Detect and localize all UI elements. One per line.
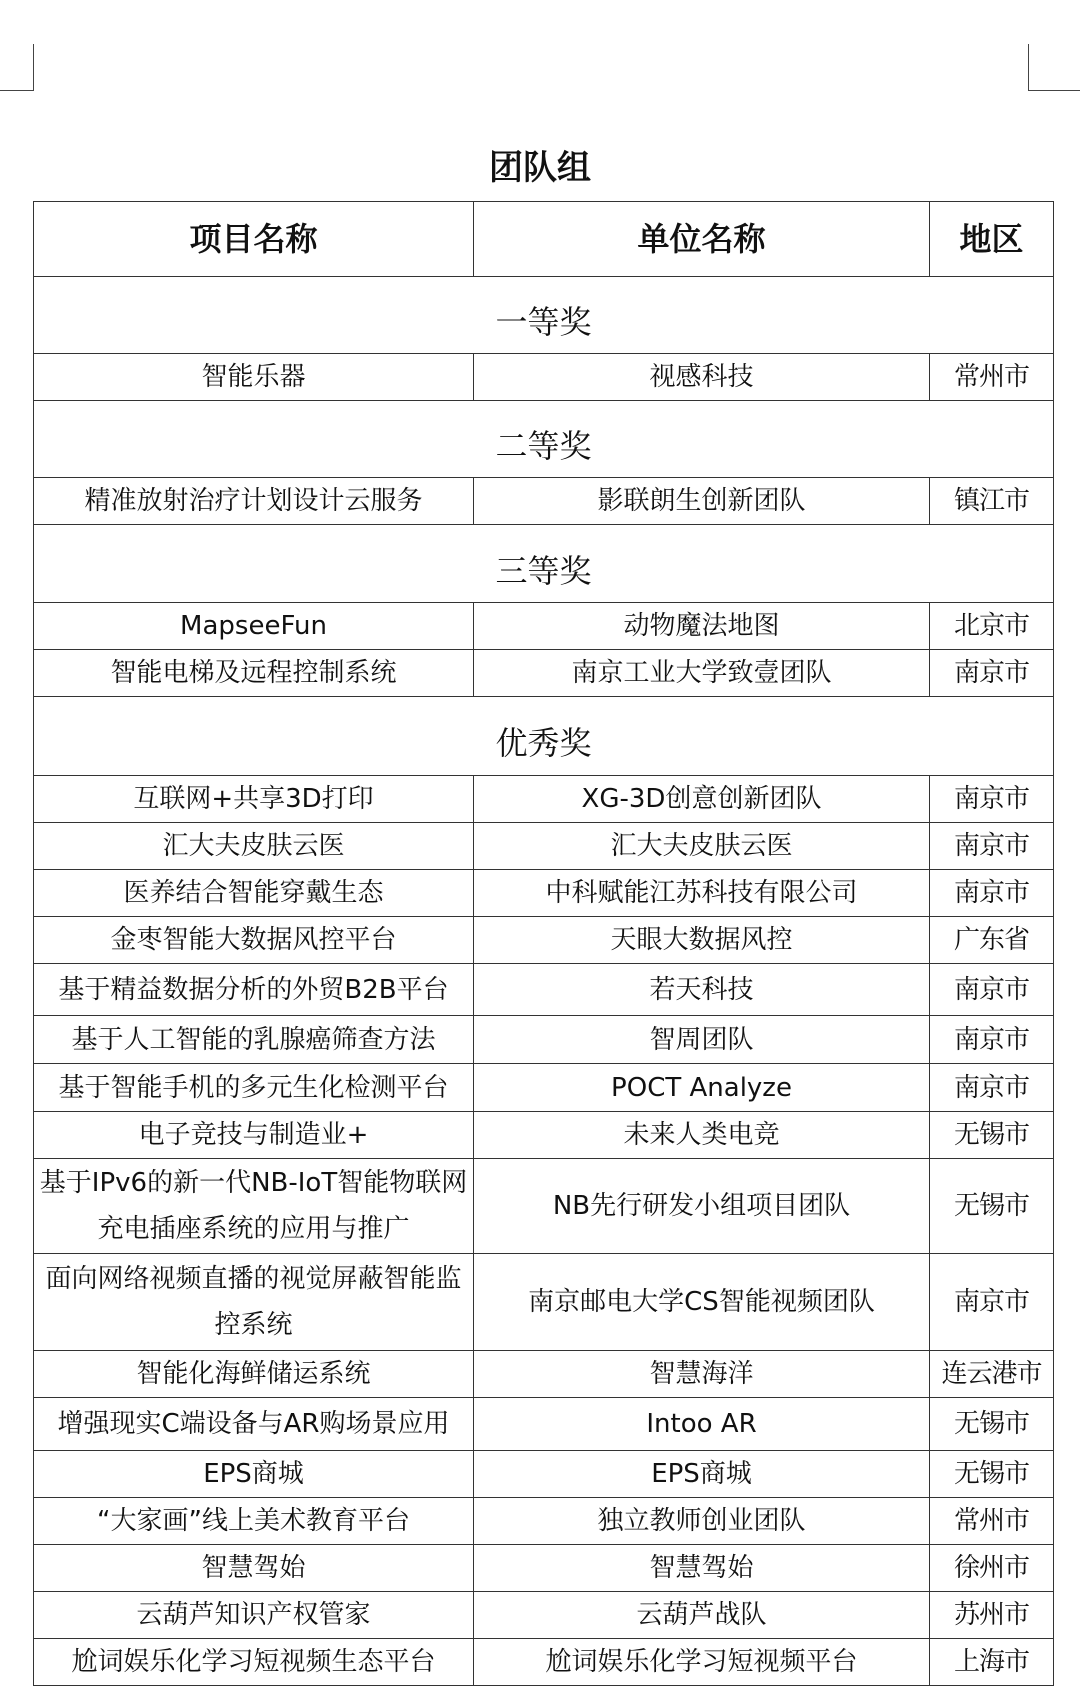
region-cell: 无锡市 [930,1112,1054,1159]
table-row [34,1016,1054,1064]
section-label: 二等奖 [34,401,1054,478]
table-row [34,650,1054,697]
table-row [34,1112,1054,1159]
table-row [34,1159,1054,1254]
table-row [34,776,1054,823]
region-cell: 南京市 [930,964,1054,1016]
unit-cell: 南京邮电大学CS智能视频团队 [474,1254,930,1351]
unit-cell: 天眼大数据风控 [474,917,930,964]
unit-cell: 未来人类电竞 [474,1112,930,1159]
awards-table [33,201,1054,1686]
section-label: 一等奖 [34,277,1054,354]
table-row [34,1451,1054,1498]
unit-cell: NB先行研发小组项目团队 [474,1159,930,1254]
project-cell: 汇大夫皮肤云医 [34,823,474,870]
crop-mark-top-left [0,44,34,91]
unit-cell: XG-3D创意创新团队 [474,776,930,823]
region-cell: 南京市 [930,650,1054,697]
unit-cell: 尬词娱乐化学习短视频平台 [474,1639,930,1686]
unit-cell: Intoo AR [474,1398,930,1451]
region-cell: 连云港市 [930,1351,1054,1398]
project-cell: 金枣智能大数据风控平台 [34,917,474,964]
unit-cell: 智周团队 [474,1016,930,1064]
table-row [34,1639,1054,1686]
region-cell: 上海市 [930,1639,1054,1686]
region-cell: 无锡市 [930,1451,1054,1498]
unit-cell: 云葫芦战队 [474,1592,930,1639]
section-row [34,525,1054,603]
table-row [34,1351,1054,1398]
region-cell: 广东省 [930,917,1054,964]
section-label: 三等奖 [34,525,1054,603]
section-row [34,277,1054,354]
project-cell: 基于IPv6的新一代NB-IoT智能物联网充电插座系统的应用与推广 [34,1159,474,1254]
table-row [34,1254,1054,1351]
region-cell: 南京市 [930,823,1054,870]
region-cell: 常州市 [930,354,1054,401]
project-cell: MapseeFun [34,603,474,650]
section-label: 优秀奖 [34,697,1054,776]
table-row [34,1592,1054,1639]
table-row [34,1545,1054,1592]
project-cell: 基于精益数据分析的外贸B2B平台 [34,964,474,1016]
project-cell: 智能乐器 [34,354,474,401]
table-row [34,823,1054,870]
header-region: 地区 [930,202,1054,277]
header-unit: 单位名称 [474,202,930,277]
section-row [34,697,1054,776]
region-cell: 苏州市 [930,1592,1054,1639]
header-project: 项目名称 [34,202,474,277]
region-cell: 无锡市 [930,1159,1054,1254]
unit-cell: 独立教师创业团队 [474,1498,930,1545]
unit-cell: POCT Analyze [474,1064,930,1112]
region-cell: 无锡市 [930,1398,1054,1451]
region-cell: 南京市 [930,776,1054,823]
table-row [34,603,1054,650]
table-row [34,964,1054,1016]
page-title: 团队组 [489,148,591,188]
region-cell: 南京市 [930,870,1054,917]
project-cell: 基于人工智能的乳腺癌筛查方法 [34,1016,474,1064]
project-cell: 云葫芦知识产权管家 [34,1592,474,1639]
table-row [34,1064,1054,1112]
table-row [34,354,1054,401]
table-row [34,478,1054,525]
unit-cell: 智慧驾始 [474,1545,930,1592]
table-row [34,870,1054,917]
unit-cell: 视感科技 [474,354,930,401]
unit-cell: 动物魔法地图 [474,603,930,650]
project-cell: 智能化海鲜储运系统 [34,1351,474,1398]
table-row [34,917,1054,964]
project-cell: 面向网络视频直播的视觉屏蔽智能监控系统 [34,1254,474,1351]
unit-cell: 影联朗生创新团队 [474,478,930,525]
region-cell: 南京市 [930,1016,1054,1064]
project-cell: EPS商城 [34,1451,474,1498]
table-row [34,1498,1054,1545]
unit-cell: 中科赋能江苏科技有限公司 [474,870,930,917]
region-cell: 北京市 [930,603,1054,650]
project-cell: “大家画”线上美术教育平台 [34,1498,474,1545]
crop-mark-top-right [1028,44,1080,91]
table-row [34,1398,1054,1451]
project-cell: 尬词娱乐化学习短视频生态平台 [34,1639,474,1686]
region-cell: 常州市 [930,1498,1054,1545]
unit-cell: 若天科技 [474,964,930,1016]
unit-cell: 汇大夫皮肤云医 [474,823,930,870]
region-cell: 镇江市 [930,478,1054,525]
project-cell: 互联网+共享3D打印 [34,776,474,823]
region-cell: 南京市 [930,1254,1054,1351]
project-cell: 医养结合智能穿戴生态 [34,870,474,917]
unit-cell: 智慧海洋 [474,1351,930,1398]
project-cell: 精准放射治疗计划设计云服务 [34,478,474,525]
unit-cell: EPS商城 [474,1451,930,1498]
region-cell: 徐州市 [930,1545,1054,1592]
region-cell: 南京市 [930,1064,1054,1112]
table-header-row [34,202,1054,277]
unit-cell: 南京工业大学致壹团队 [474,650,930,697]
project-cell: 基于智能手机的多元生化检测平台 [34,1064,474,1112]
project-cell: 智能电梯及远程控制系统 [34,650,474,697]
project-cell: 电子竞技与制造业+ [34,1112,474,1159]
project-cell: 智慧驾始 [34,1545,474,1592]
project-cell: 增强现实C端设备与AR购场景应用 [34,1398,474,1451]
section-row [34,401,1054,478]
